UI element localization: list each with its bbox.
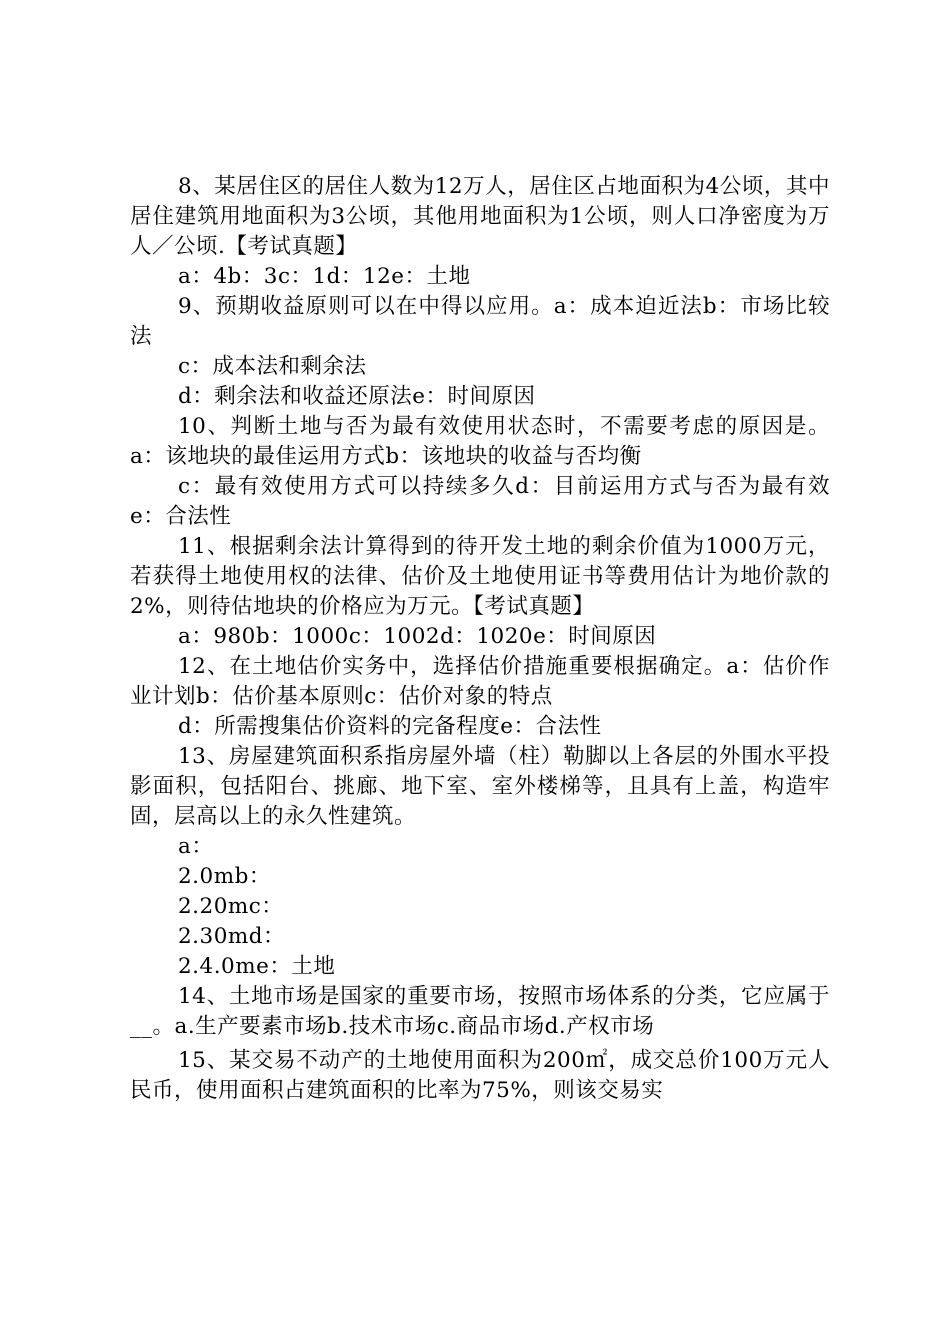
question-11-options: a：980b：1000c：1002d：1020e：时间原因	[178, 624, 657, 649]
question-13-option-e: 2.4.0me：土地	[178, 954, 336, 979]
question-13-option-c: 2.20mc：	[178, 894, 284, 919]
question-8: 8、某居住区的居住人数为12万人，居住区占地面积为4公顷，其中居住建筑用地面积为3公顷，其他用地面积为1公顷，则人口净密度为万人／公顷.【考试真题】	[130, 174, 830, 259]
document-body	[130, 172, 830, 1106]
question-14: 14、土地市场是国家的重要市场，按照市场体系的分类，它应属于__。a.生产要素市场b.技术市场c.商品市场d.产权市场	[130, 984, 830, 1039]
question-9: 9、预期收益原则可以在中得以应用。a：成本迫近法b：市场比较法	[130, 294, 830, 349]
question-13-option-d: 2.30md：	[178, 924, 286, 949]
question-12-option-d: d：所需搜集估价资料的完备程度e：合法性	[178, 714, 602, 739]
question-9-option-c: c：成本法和剩余法	[178, 354, 367, 379]
question-9-option-d: d：剩余法和收益还原法e：时间原因	[178, 384, 536, 409]
question-15: 15、某交易不动产的土地使用面积为200㎡，成交总价100万元人民币，使用面积占建筑面积的比率为75%，则该交易实	[130, 1048, 830, 1103]
question-8-options: a：4b：3c：1d：12e：土地	[178, 264, 471, 289]
question-12: 12、在土地估价实务中，选择估价措施重要根据确定。a：估价作业计划b：估价基本原则c：估价对象的特点	[130, 654, 830, 709]
question-11: 11、根据剩余法计算得到的待开发土地的剩余价值为1000万元，若获得土地使用权的法律、估价及土地使用证书等费用估计为地价款的2%，则待估地块的价格应为万元。【考试真题】	[130, 534, 830, 619]
question-13-option-a: a：	[178, 834, 214, 859]
question-10-options: c：最有效使用方式可以持续多久d：目前运用方式与否为最有效e：合法性	[130, 474, 830, 529]
question-13-option-b: 2.0mb：	[178, 864, 271, 889]
question-13: 13、房屋建筑面积系指房屋外墙（柱）勒脚以上各层的外围水平投影面积，包括阳台、挑廊、地下室、室外楼梯等，且具有上盖，构造牢固，层高以上的永久性建筑。	[130, 744, 830, 829]
question-10: 10、判断土地与否为最有效使用状态时，不需要考虑的原因是。a：该地块的最佳运用方式b：该地块的收益与否均衡	[130, 414, 830, 469]
